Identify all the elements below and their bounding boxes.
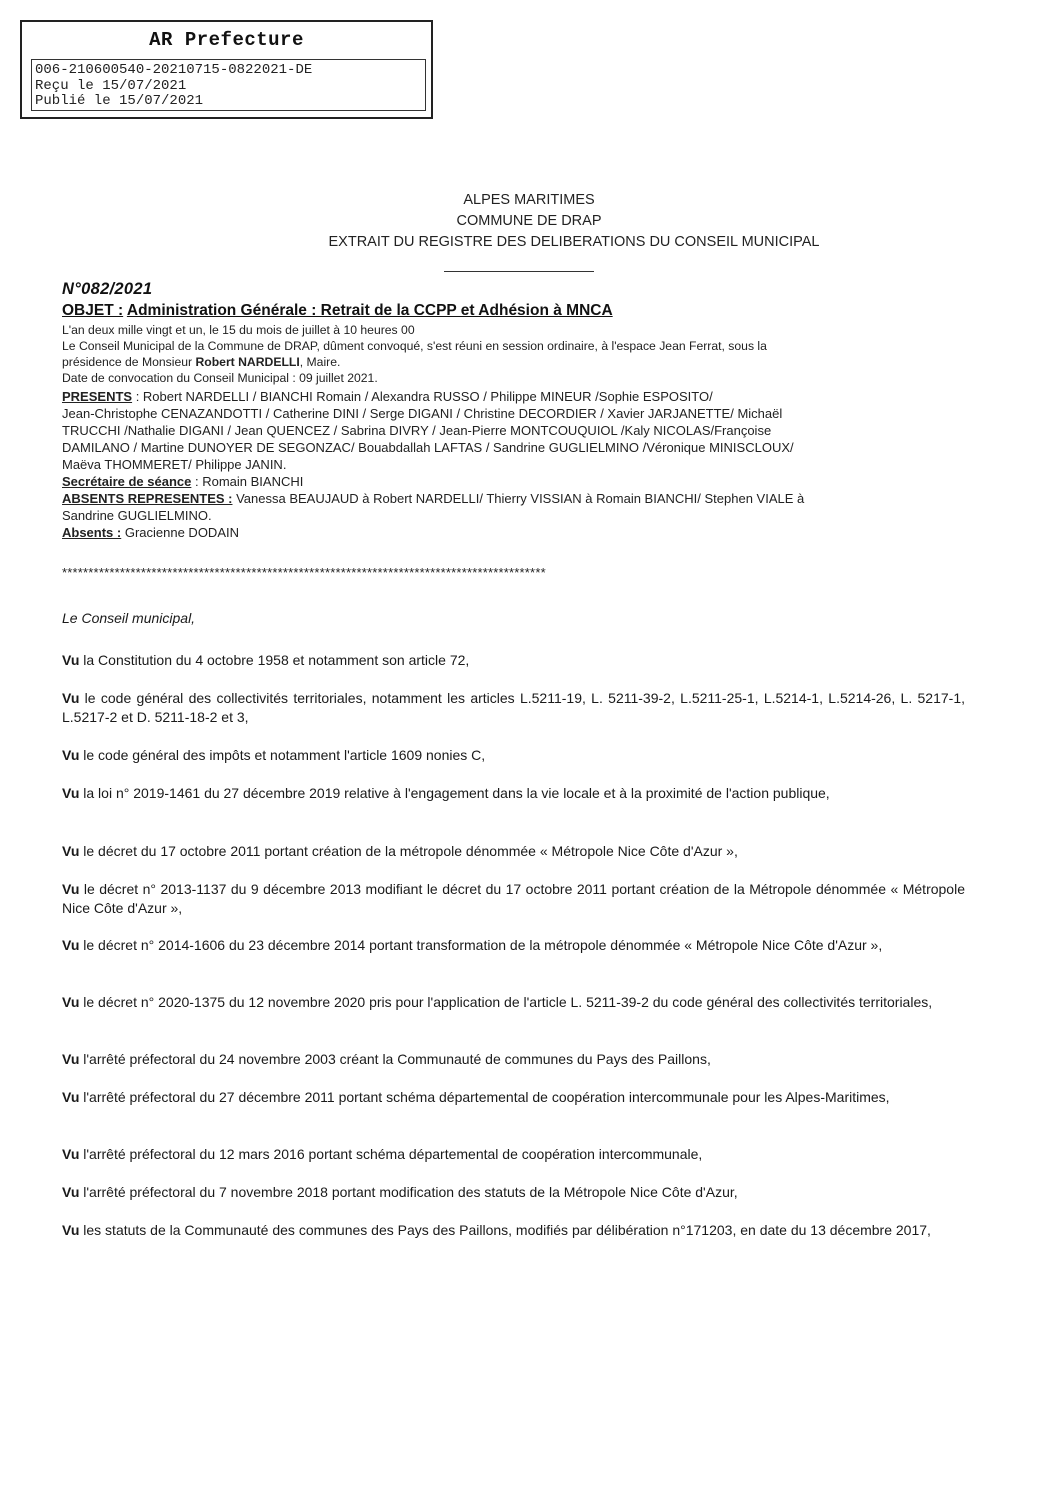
header-department: ALPES MARITIMES: [463, 192, 595, 208]
presidence-name: Robert NARDELLI: [195, 355, 300, 369]
secretaire-label: Secrétaire de séance: [62, 474, 192, 489]
vu-text: l'arrêté préfectoral du 27 décembre 2011 portant schéma départemental de coopération intercommunale pour les Alpes-Maritimes,: [79, 1089, 890, 1105]
presents-label: PRESENTS: [62, 389, 133, 404]
vu-text: la Constitution du 4 octobre 1958 et notamment son article 72,: [79, 652, 470, 668]
deliberation-number: N°082/2021: [62, 280, 153, 298]
header-divider: [444, 271, 594, 272]
object-label: OBJET :: [62, 302, 124, 319]
absents-rep-names-1: Vanessa BEAUJAUD à Robert NARDELLI/ Thierry VISSIAN à Romain BIANCHI/ Stephen VIALE à: [232, 491, 805, 506]
vu-text: les statuts de la Communauté des communes des Pays des Paillons, modifiés par délibération n°171203, en date du 13 décembre 2017,: [79, 1222, 931, 1238]
vu-label: Vu: [62, 785, 80, 801]
session-presidence: [62, 354, 967, 370]
presents-line-5: Maëva THOMMERET/ Philippe JANIN.: [62, 457, 287, 472]
absents-rep-line-1: [62, 490, 967, 507]
vu-paragraph-6: [62, 880, 965, 918]
vu-paragraph-5: [62, 842, 965, 861]
vu-text: le décret n° 2014-1606 du 23 décembre 2014 portant transformation de la métropole dénommée « Métropole Nice Côte d'Azur »,: [79, 937, 883, 953]
presents-line-1: [62, 388, 967, 405]
vu-paragraph-8: [62, 993, 965, 1012]
vu-paragraph-3: [62, 746, 965, 765]
header-register: EXTRAIT DU REGISTRE DES DELIBERATIONS DU CONSEIL MUNICIPAL: [328, 234, 820, 250]
absents-rep-label: ABSENTS REPRESENTES :: [62, 491, 233, 506]
vu-label: Vu: [62, 1089, 80, 1105]
vu-text: le code général des collectivités territoriales, notamment les articles L.5211-19, L. 5211-39-2, L.5211-25-1, L.5214-1, L.5214-26, L. 5217-1, L.5217-2 et D. 5211-18-2 et 3,: [62, 690, 965, 725]
absents-line: [62, 524, 967, 541]
absents-value: Gracienne DODAIN: [121, 525, 239, 540]
vu-label: Vu: [62, 652, 80, 668]
vu-label: Vu: [62, 994, 80, 1010]
document-header: [0, 190, 1058, 253]
stamp-received-date: Reçu le 15/07/2021: [35, 77, 187, 94]
vu-text: le code général des impôts et notamment l'article 1609 nonies C,: [79, 747, 486, 763]
stamp-published-date: Publié le 15/07/2021: [35, 93, 204, 109]
absents-rep-line-2: Sandrine GUGLIELMINO.: [62, 508, 212, 523]
secretaire-line: [62, 473, 967, 490]
vu-paragraph-2: [62, 689, 965, 727]
vu-paragraph-4: [62, 784, 965, 803]
vu-text: le décret du 17 octobre 2011 portant création de la métropole dénommée « Métropole Nice Côte d'Azur »,: [79, 843, 738, 859]
presents-names-1: : Robert NARDELLI / BIANCHI Romain / Alexandra RUSSO / Philippe MINEUR /Sophie ESPOSITO/: [132, 389, 713, 404]
presidence-suffix: , Maire.: [299, 355, 341, 369]
vu-paragraph-11: [62, 1145, 965, 1164]
presents-line-3: TRUCCHI /Nathalie DIGANI / Jean QUENCEZ / Sabrina DIVRY / Jean-Pierre MONTCOUQUIOL /Kaly NICOLAS/Françoise: [62, 423, 772, 438]
presidence-prefix: présidence de Monsieur: [62, 355, 193, 369]
vu-text: le décret n° 2020-1375 du 12 novembre 2020 pris pour l'application de l'article L. 5211-39-2 du code général des collectivités territoriales,: [79, 994, 933, 1010]
vu-paragraph-13: [62, 1221, 965, 1240]
presents-block: [62, 388, 967, 541]
vu-label: Vu: [62, 881, 80, 897]
vu-label: Vu: [62, 1222, 80, 1238]
presents-line-4: DAMILANO / Martine DUNOYER DE SEGONZAC/ Bouabdallah LAFTAS / Sandrine GUGLIELMINO /Véronique MINISCLOUX/: [62, 440, 794, 455]
vu-label: Vu: [62, 747, 80, 763]
vu-text: la loi n° 2019-1461 du 27 décembre 2019 relative à l'engagement dans la vie locale et à la proximité de l'action publique,: [79, 785, 830, 801]
prefecture-stamp: [20, 20, 433, 119]
vu-label: Vu: [62, 690, 80, 706]
separator-stars: ********************************************************************************************: [62, 565, 546, 580]
session-intro: [62, 322, 967, 386]
vu-label: Vu: [62, 1146, 80, 1162]
presents-line-2: Jean-Christophe CENAZANDOTTI / Catherine DINI / Serge DIGANI / Christine DECORDIER / Xavier JARJANETTE/ Michaël: [62, 406, 783, 421]
vu-paragraph-7: [62, 936, 965, 955]
vu-text: le décret n° 2013-1137 du 9 décembre 2013 modifiant le décret du 17 octobre 2011 portant création de la Métropole dénommée « Métropole Nice Côte d'Azur »,: [62, 881, 965, 916]
vu-label: Vu: [62, 937, 80, 953]
vu-text: l'arrêté préfectoral du 24 novembre 2003 créant la Communauté de communes du Pays des Paillons,: [79, 1051, 711, 1067]
vu-paragraph-12: [62, 1183, 965, 1202]
vu-paragraph-9: [62, 1050, 965, 1069]
session-convocation: Le Conseil Municipal de la Commune de DRAP, dûment convoqué, s'est réuni en session ordinaire, à l'espace Jean Ferrat, sous la: [62, 339, 767, 353]
deliberation-object: [62, 302, 613, 320]
session-date: L'an deux mille vingt et un, le 15 du mois de juillet à 10 heures 00: [62, 323, 415, 337]
opening-text: Le Conseil municipal,: [62, 610, 196, 626]
opening-line: [62, 609, 965, 628]
stamp-details: [31, 59, 426, 111]
vu-label: Vu: [62, 843, 80, 859]
object-text: Administration Générale : Retrait de la CCPP et Adhésion à MNCA: [126, 302, 613, 319]
stamp-title: AR Prefecture: [149, 29, 304, 51]
vu-text: l'arrêté préfectoral du 7 novembre 2018 portant modification des statuts de la Métropole Nice Côte d'Azur,: [79, 1184, 738, 1200]
convocation-date: Date de convocation du Conseil Municipal : 09 juillet 2021.: [62, 371, 378, 385]
vu-label: Vu: [62, 1184, 80, 1200]
vu-text: l'arrêté préfectoral du 12 mars 2016 portant schéma départemental de coopération intercommunale,: [79, 1146, 703, 1162]
vu-paragraph-10: [62, 1088, 965, 1107]
stamp-reference: 006-210600540-20210715-0822021-DE: [35, 62, 313, 78]
secretaire-value: : Romain BIANCHI: [191, 474, 304, 489]
absents-label: Absents :: [62, 525, 122, 540]
vu-paragraph-1: [62, 651, 965, 670]
vu-label: Vu: [62, 1051, 80, 1067]
header-commune: COMMUNE DE DRAP: [456, 213, 602, 229]
